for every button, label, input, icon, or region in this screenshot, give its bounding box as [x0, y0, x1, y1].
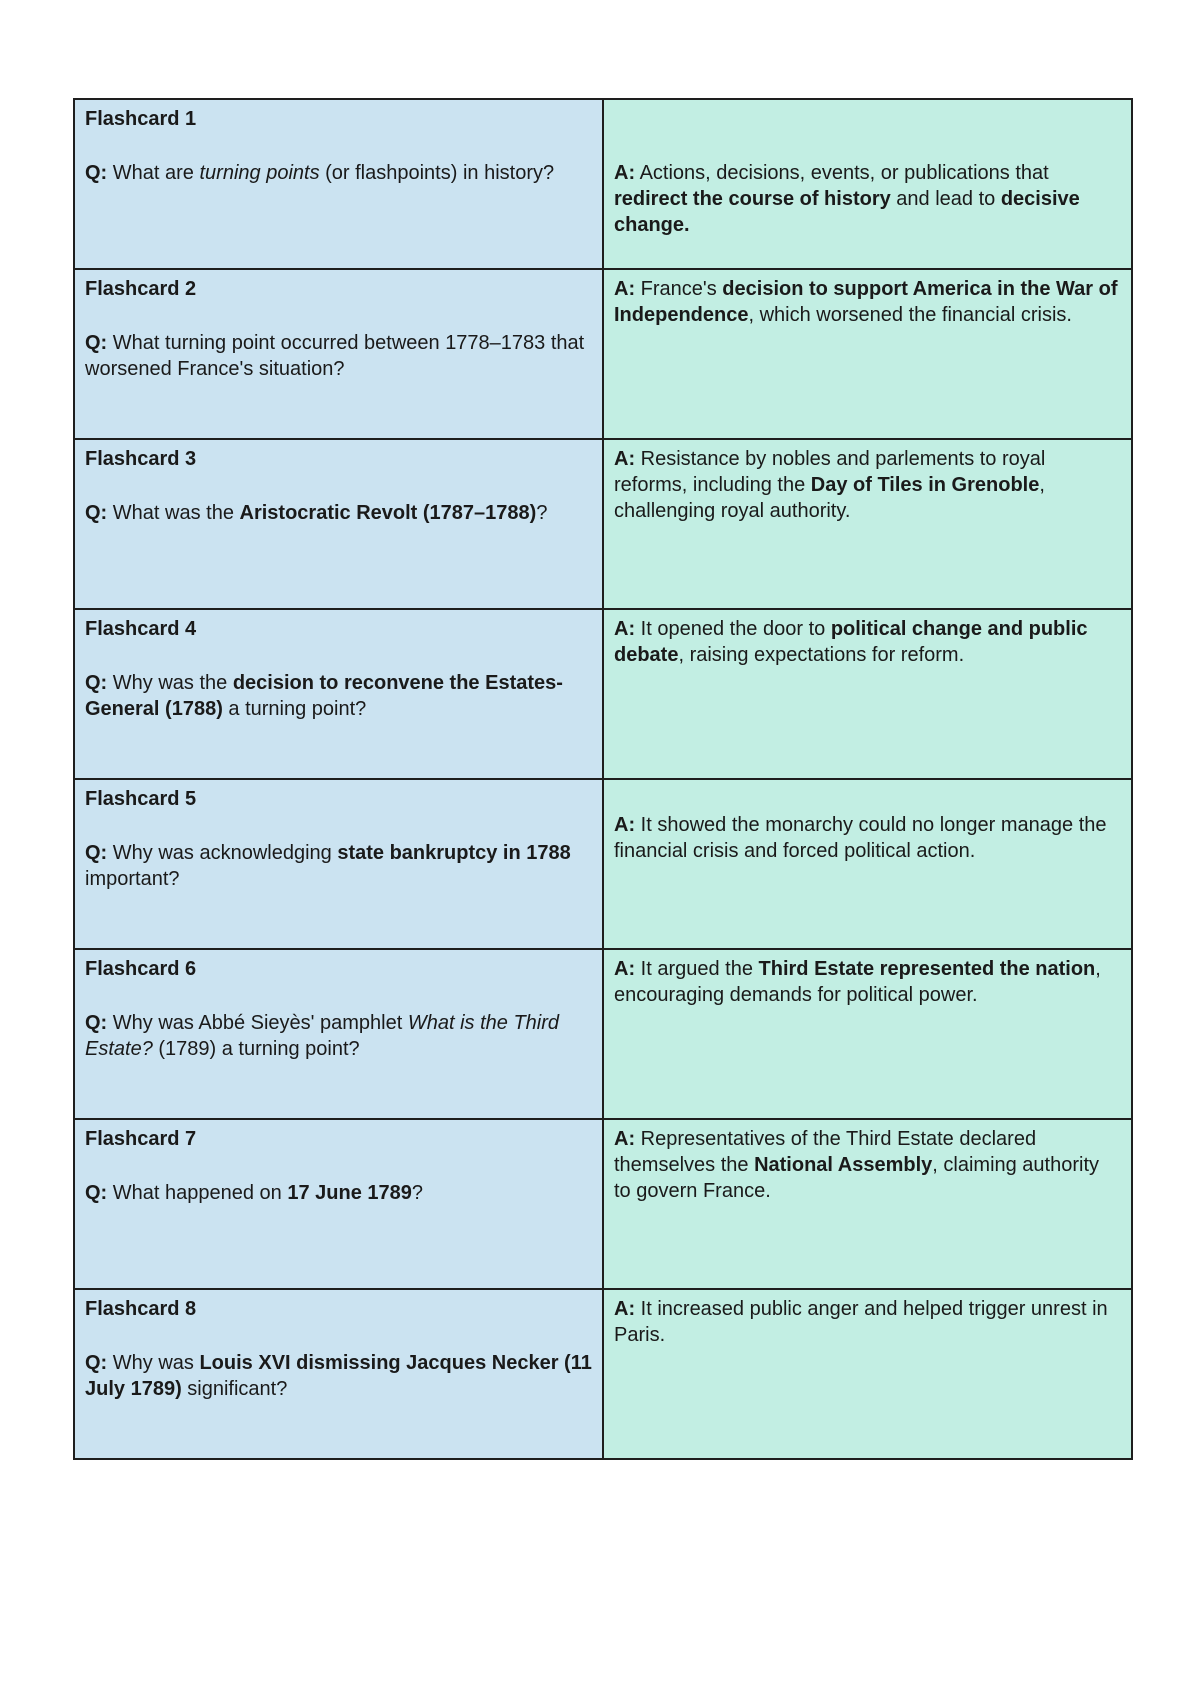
- question-cell: [74, 269, 603, 439]
- answer-cell: [603, 99, 1132, 269]
- flashcard-row: [74, 99, 1132, 269]
- flashcard-row: [74, 269, 1132, 439]
- flashcard-title: Flashcard 3: [85, 448, 197, 470]
- answer-text: A: It opened the door to political change and public debate, raising expectations for reform.: [614, 618, 1088, 666]
- flashcard-row: [74, 949, 1132, 1119]
- answer-cell: [603, 269, 1132, 439]
- answer-cell: [603, 609, 1132, 779]
- question-cell: [74, 439, 603, 609]
- question-cell: [74, 1119, 603, 1289]
- question-text: Q: Why was acknowledging state bankruptcy in 1788 important?: [85, 842, 571, 890]
- question-cell: [74, 949, 603, 1119]
- answer-cell: [603, 1289, 1132, 1459]
- question-cell: [74, 779, 603, 949]
- answer-text: A: It argued the Third Estate represented the nation, encouraging demands for political power.: [614, 958, 1101, 1006]
- flashcard-row: [74, 779, 1132, 949]
- answer-cell: [603, 1119, 1132, 1289]
- question-text: Q: Why was Louis XVI dismissing Jacques Necker (11 July 1789) significant?: [85, 1352, 592, 1400]
- flashcard-title: Flashcard 5: [85, 788, 197, 810]
- flashcard-row: [74, 609, 1132, 779]
- question-text: Q: Why was the decision to reconvene the Estates-General (1788) a turning point?: [85, 672, 563, 720]
- flashcard-title: Flashcard 8: [85, 1298, 197, 1320]
- question-text: Q: What turning point occurred between 1778–1783 that worsened France's situation?: [85, 332, 585, 380]
- question-text: Q: What are turning points (or flashpoints) in history?: [85, 162, 555, 184]
- answer-text: A: It showed the monarchy could no longer manage the financial crisis and forced political action.: [614, 814, 1107, 862]
- flashcard-table: [73, 98, 1133, 1460]
- answer-cell: [603, 779, 1132, 949]
- flashcard-title: Flashcard 7: [85, 1128, 197, 1150]
- question-text: Q: What happened on 17 June 1789?: [85, 1182, 424, 1204]
- flashcard-title: Flashcard 6: [85, 958, 197, 980]
- flashcard-row: [74, 1119, 1132, 1289]
- question-text: Q: What was the Aristocratic Revolt (1787–1788)?: [85, 502, 548, 524]
- answer-text: A: Representatives of the Third Estate declared themselves the National Assembly, claiming authority to govern France.: [614, 1128, 1100, 1202]
- answer-text: A: France's decision to support America in the War of Independence, which worsened the financial crisis.: [614, 278, 1118, 326]
- question-cell: [74, 609, 603, 779]
- question-cell: [74, 1289, 603, 1459]
- answer-text: A: It increased public anger and helped trigger unrest in Paris.: [614, 1298, 1108, 1346]
- answer-cell: [603, 439, 1132, 609]
- question-cell: [74, 99, 603, 269]
- flashcard-title: Flashcard 2: [85, 278, 197, 300]
- flashcard-row: [74, 1289, 1132, 1459]
- answer-text: A: Actions, decisions, events, or publications that redirect the course of history and lead to decisive change.: [614, 162, 1080, 236]
- answer-text: A: Resistance by nobles and parlements to royal reforms, including the Day of Tiles in Grenoble, challenging royal authority.: [614, 448, 1046, 522]
- flashcard-row: [74, 439, 1132, 609]
- flashcard-title: Flashcard 1: [85, 108, 197, 130]
- question-text: Q: Why was Abbé Sieyès' pamphlet What is the Third Estate? (1789) a turning point?: [85, 1012, 560, 1060]
- answer-cell: [603, 949, 1132, 1119]
- flashcard-title: Flashcard 4: [85, 618, 197, 640]
